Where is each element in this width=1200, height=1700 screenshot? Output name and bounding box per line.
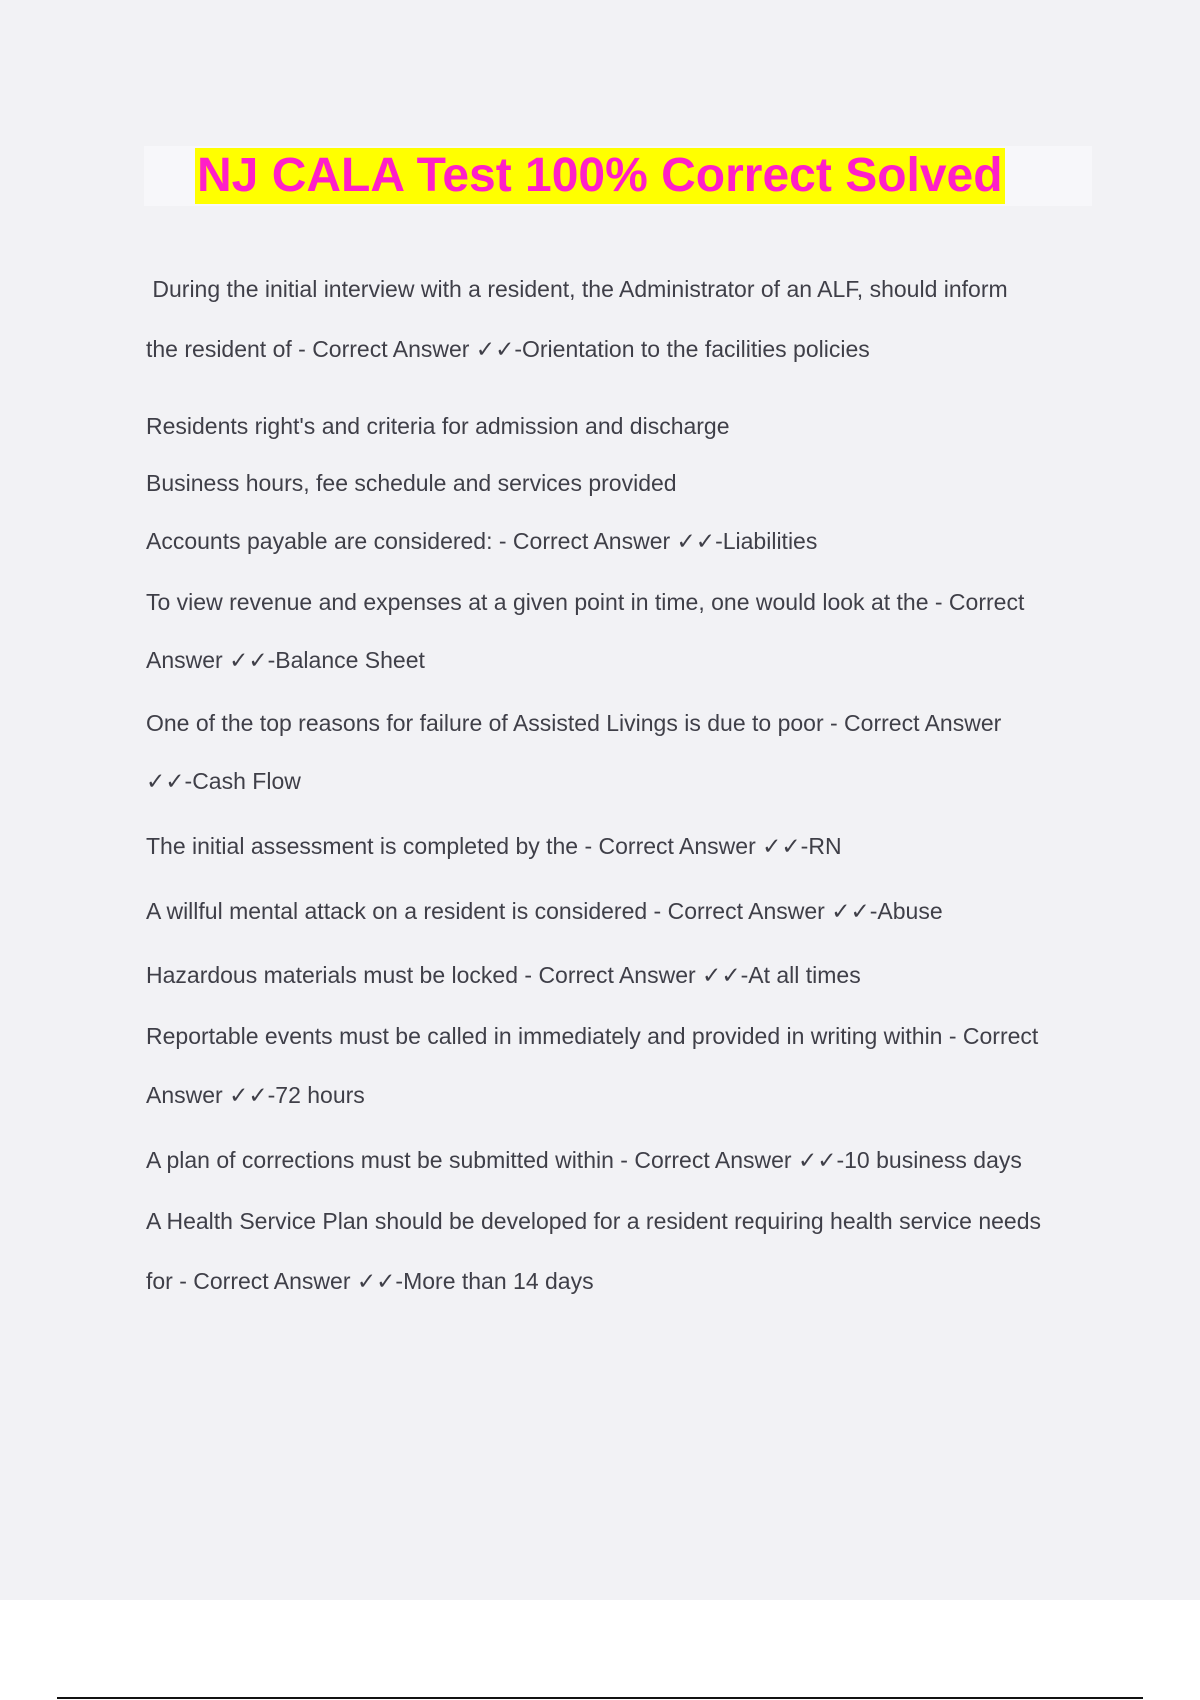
- qa-line: Business hours, fee schedule and services provided: [146, 470, 677, 496]
- footer-rule: [57, 1697, 1143, 1699]
- qa-line: The initial assessment is completed by the - Correct Answer ✓✓-RN: [146, 833, 842, 859]
- document-title: NJ CALA Test 100% Correct Solved: [197, 149, 1003, 202]
- qa-line: Hazardous materials must be locked - Correct Answer ✓✓-At all times: [146, 962, 861, 988]
- qa-line: Accounts payable are considered: - Correct Answer ✓✓-Liabilities: [146, 528, 818, 554]
- qa-line: One of the top reasons for failure of Assisted Livings is due to poor - Correct Answer: [146, 710, 1002, 736]
- qa-line: During the initial interview with a resident, the Administrator of an ALF, should inform: [146, 276, 1008, 302]
- qa-line: Answer ✓✓-Balance Sheet: [146, 647, 425, 673]
- qa-line: Answer ✓✓-72 hours: [146, 1082, 365, 1108]
- qa-line: Residents right's and criteria for admission and discharge: [146, 413, 730, 439]
- qa-line: the resident of - Correct Answer ✓✓-Orientation to the facilities policies: [146, 336, 870, 362]
- qa-line: A Health Service Plan should be developed for a resident requiring health service needs: [146, 1208, 1042, 1234]
- qa-line: for - Correct Answer ✓✓-More than 14 days: [146, 1268, 594, 1294]
- qa-line: To view revenue and expenses at a given point in time, one would look at the - Correct: [146, 589, 1025, 615]
- qa-line: A plan of corrections must be submitted within - Correct Answer ✓✓-10 business days: [146, 1147, 1022, 1173]
- qa-line: A willful mental attack on a resident is considered - Correct Answer ✓✓-Abuse: [146, 898, 943, 924]
- qa-line: Reportable events must be called in immediately and provided in writing within - Correct: [146, 1023, 1039, 1049]
- qa-line: ✓✓-Cash Flow: [146, 768, 301, 794]
